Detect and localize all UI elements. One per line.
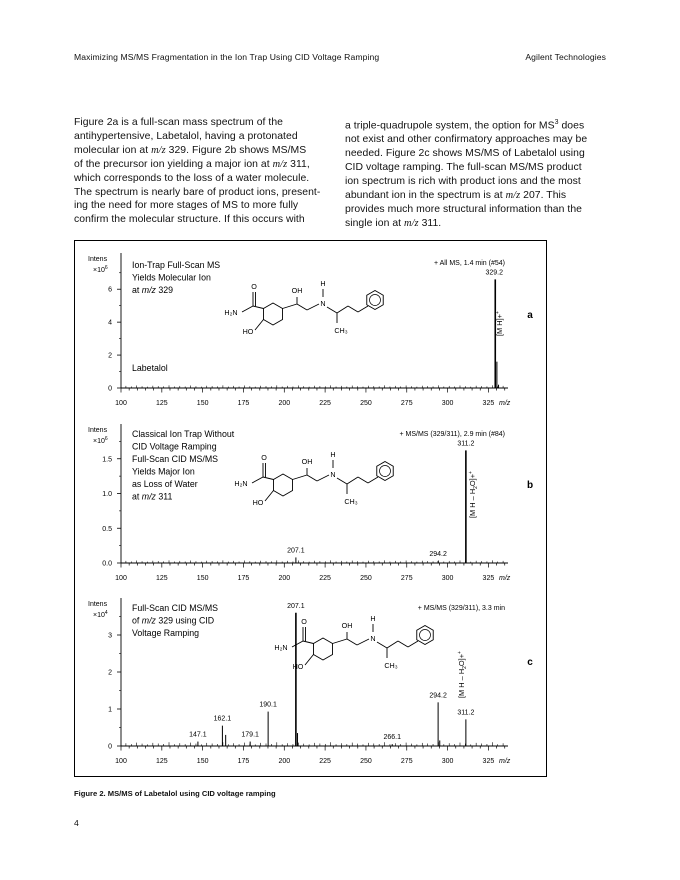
text-line: single ion at m/z 311. [345,217,442,229]
bond [358,477,368,483]
x-tick-label: 275 [400,758,413,765]
running-header-title: Maximizing MS/MS Fragmentation in the Ion Trap Using CID Voltage Ramping [74,52,380,62]
x-tick-label: 100 [115,575,127,582]
bond [263,477,273,480]
panel-title-line: Yields Molecular Ion [132,272,211,283]
text-line: antihypertensive, Labetalol, having a protonated [74,130,298,142]
y-tick-label: 0.5 [102,525,112,533]
text-line: provides much more structural information than the [345,203,582,215]
x-tick-label: 225 [319,575,331,582]
compound-label: Labetalol [132,363,168,373]
x-tick-label: 100 [115,400,127,407]
peak-label: 311.2 [457,709,475,717]
y-scale-label: $\times 10^6$ [93,265,108,274]
bond [368,477,378,483]
bond [347,477,358,484]
ion-assignment-label: [M $H - H_2O]+^+$ [457,651,468,698]
methyl-label: CH₃ [344,497,358,506]
figure-2-frame [74,240,547,777]
y-tick-label: 0 [108,385,112,393]
hydroxyl-label: OH [341,621,353,630]
bond [408,641,418,647]
amine-label: H₂N [234,479,248,488]
peak-label: 162.1 [213,715,232,723]
labetalol-structure [274,614,433,671]
bond [252,477,263,483]
hydrogen-label: H [370,614,376,623]
text-line: a triple-quadrupole system, the option for $MS^3$ does [345,119,585,132]
oxygen-label: O [261,453,267,462]
x-tick-label: 250 [360,575,372,582]
hydrogen-label: H [320,279,326,288]
text-line: of the precursor ion yielding a major ion at m/z 311, [74,158,310,170]
x-tick-label: 200 [278,758,291,765]
labetalol-structure [224,279,383,336]
panel-title-line: of m/z 329 using CID [132,615,215,626]
panel-title-line: Yields Major Ion [132,466,195,477]
text-line: CID voltage ramping. The full-scan MS/MS product [345,162,582,174]
text-line: not exist and other confirmatory approaches may be [345,134,588,146]
x-tick-label: 325 [482,575,495,582]
body-text-right-column [345,116,607,231]
scan-info: + MS/MS (329/311), 2.9 min (#84) [399,431,505,438]
spectrum-panel-a [88,253,533,407]
y-scale-label: $\times 10^6$ [93,436,108,445]
y-tick-label: 0 [108,743,112,751]
y-tick-label: 2 [108,669,112,677]
peak-label: 329.2 [485,269,504,277]
bond [307,475,317,481]
bond [357,639,369,645]
bond [253,306,263,309]
x-tick-label: 200 [278,575,291,582]
bond [283,304,297,309]
panel-title-line: CID Voltage Ramping [132,441,217,452]
bond [297,304,307,310]
figure-caption: Figure 2. MS/MS of Labetalol using CID voltage ramping [74,789,276,798]
x-tick-label: 175 [237,400,250,407]
peak-label: 311.2 [457,440,475,448]
bond [387,641,398,648]
panel-title-line: Full-Scan CID MS/MS [132,454,219,464]
x-tick-label: 300 [441,575,454,582]
x-axis-label: m/z [499,575,511,582]
x-axis-label: m/z [499,758,511,765]
peak-label: 207.1 [287,547,305,555]
benzene-ring-1 [273,474,292,496]
x-tick-label: 250 [360,758,372,765]
hydroxyl-label: HO [292,662,304,671]
methyl-label: CH₃ [334,326,348,335]
bond [293,475,307,480]
oxygen-label: O [251,282,257,291]
x-tick-label: 275 [400,575,413,582]
x-tick-label: 250 [360,400,372,407]
hydrogen-label: H [330,450,336,459]
peak-label: 179.1 [241,731,259,739]
peak-label: 207.1 [287,602,305,610]
bond [333,639,347,644]
bond [292,641,303,647]
bond [317,475,329,481]
x-tick-label: 200 [278,400,291,407]
y-axis-label: Intens [88,256,108,263]
labetalol-spectra-figure [75,241,546,776]
peak-label: 294.2 [429,692,447,700]
x-tick-label: 300 [441,400,454,407]
aromatic-circle [380,466,391,477]
bond [337,306,348,313]
y-tick-label: 2 [108,352,112,360]
bond [398,641,408,647]
panel-title-line: as Loss of Water [132,479,198,489]
peak-label: 190.1 [259,701,277,709]
bond [307,304,319,310]
nitrogen-label: N [320,299,326,308]
x-tick-label: 125 [155,575,168,582]
text-line: The spectrum is nearly bare of product ions, present- [74,186,321,198]
nitrogen-label: N [370,634,376,643]
text-line: abundant ion in the spectrum is at m/z 207. This [345,190,567,201]
hydroxyl-label: OH [291,286,303,295]
bond [242,306,253,312]
y-axis-label: Intens [88,601,108,608]
x-tick-label: 325 [482,758,495,765]
y-axis-label: Intens [88,427,108,434]
x-tick-label: 225 [319,758,331,765]
bond [377,642,387,648]
oxygen-label: O [301,617,307,626]
x-tick-label: 325 [482,400,495,407]
benzene-ring-1 [263,303,282,325]
body-text-left-column [74,116,336,227]
aromatic-circle [420,630,431,641]
x-tick-label: 300 [441,758,454,765]
x-tick-label: 175 [237,575,250,582]
peak-label: 294.2 [429,550,447,558]
panel-title-line: at m/z 329 [132,285,174,295]
bond [337,478,347,484]
hydroxyl-label: HO [242,327,254,336]
spectrum-panel-c [88,598,533,765]
x-tick-label: 125 [155,758,168,765]
text-line: which corresponds to the loss of a water molecule. [74,172,310,184]
peak-label: 266.1 [383,734,401,742]
x-tick-label: 275 [400,400,413,407]
panel-title-line: Full-Scan CID MS/MS [132,603,219,613]
scan-info: + All MS, 1.4 min (#54) [433,260,505,267]
amine-label: H₂N [274,643,288,652]
bond [303,641,313,644]
aromatic-circle [370,295,381,306]
bond [305,655,313,666]
panel-letter: c [527,657,533,668]
y-tick-label: 1.0 [102,491,112,498]
panel-title-line: at m/z 311 [132,491,173,502]
y-tick-label: 4 [108,319,112,327]
bond [347,639,357,645]
text-line: ion spectrum is rich with product ions and the most [345,176,581,188]
text-line: molecular ion at m/z 329. Figure 2b shows MS/MS [74,144,307,156]
scan-info: + MS/MS (329/311), 3.3 min [417,605,505,612]
y-tick-label: 1.5 [102,456,112,464]
x-tick-label: 175 [237,758,250,765]
panel-title-line: Voltage Ramping [132,628,199,638]
y-tick-label: 1 [108,706,112,714]
ion-assignment-label: [M H]++ [495,311,504,336]
panel-title-line: Ion-Trap Full-Scan MS [132,260,221,270]
peak-label: 147.1 [189,731,207,739]
text-line: ing the need for more stages of MS to more fully [74,200,299,212]
bond [327,307,337,313]
x-tick-label: 125 [155,400,168,407]
ion-assignment-label: [M $H - H_2O]+^+$ [468,471,479,518]
text-line: confirm the molecular structure. If this occurs with [74,214,305,226]
x-tick-label: 150 [196,758,209,765]
hydroxyl-label: HO [252,498,264,507]
x-tick-label: 100 [115,758,127,765]
panel-letter: a [527,310,533,321]
x-tick-label: 150 [196,400,209,407]
x-tick-label: 150 [196,575,209,582]
y-tick-label: 0.0 [102,560,112,568]
page-number: 4 [74,818,79,828]
y-scale-label: $\times 10^4$ [93,610,108,619]
bond [265,491,273,502]
x-tick-label: 225 [319,400,331,407]
text-line: needed. Figure 2c shows MS/MS of Labetalol using [345,148,585,160]
y-tick-label: 3 [108,632,112,640]
panel-title-line: Classical Ion Trap Without [132,429,235,439]
hydroxyl-label: OH [301,457,313,466]
y-tick-label: 6 [108,286,112,294]
text-line: Figure 2a is a full-scan mass spectrum of the [74,117,283,128]
spectrum-panel-b [88,424,533,582]
amine-label: H₂N [224,308,238,317]
x-axis-label: m/z [499,400,511,407]
methyl-label: CH₃ [384,661,398,670]
bond [255,320,263,331]
running-header-company: Agilent Technologies [525,52,606,62]
nitrogen-label: N [330,470,336,479]
bond [358,306,368,312]
bond [348,306,358,312]
labetalol-structure [234,450,393,507]
panel-letter: b [526,480,534,491]
benzene-ring-1 [313,638,332,660]
